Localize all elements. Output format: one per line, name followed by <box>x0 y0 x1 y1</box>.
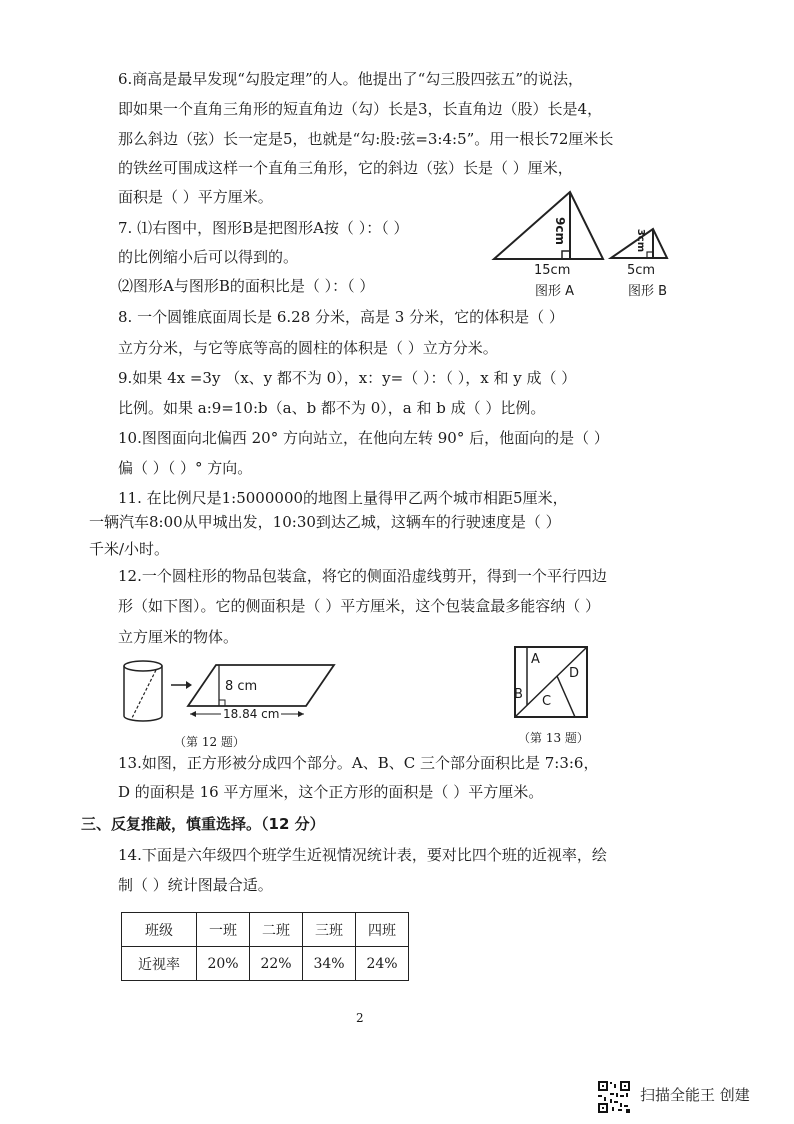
q6-line2: 即如果一个直角三角形的短直角边（勾）长是3，长直角边（股）长是4， <box>118 100 603 118</box>
q11-line2: 一辆汽车8:00从甲城出发，10:30到达乙城，这辆车的行驶速度是（ ） <box>89 513 561 531</box>
table-cell: 二班 <box>250 913 303 947</box>
section3-heading: 三、反复推敲，慎重选择。（12 分） <box>81 815 325 833</box>
q11-line3: 千米/小时。 <box>89 540 170 558</box>
q14-line1: 14.下面是六年级四个班学生近视情况统计表，要对比四个班的近视率，绘 <box>118 846 607 864</box>
q13-label-a: A <box>531 652 540 667</box>
table-cell: 24% <box>356 947 409 981</box>
q12-line3: 立方厘米的物体。 <box>118 628 239 646</box>
q9-line1: 9.如果 4x =3y （x、y 都不为 0），x：y=（ ）：（ ），x 和 y 成（ ） <box>118 369 577 387</box>
q12-cylinder <box>120 658 166 724</box>
q13-label-c: C <box>542 694 552 709</box>
table-row <box>122 947 409 981</box>
q11-line1: 11. 在比例尺是1:5000000的地图上量得甲乙两个城市相距5厘米， <box>118 489 568 507</box>
q12-line2: 形（如下图）。它的侧面积是（ ）平方厘米，这个包装盒最多能容纳（ ） <box>118 597 601 615</box>
figure-b-base-label: 5cm <box>627 263 656 278</box>
scanner-watermark: 扫描全能王 创建 <box>640 1086 750 1104</box>
q7-line1: 7. ⑴右图中，图形B是把图形A按（ ）：（ ） <box>118 219 409 237</box>
q13-label-d: D <box>569 666 580 681</box>
table-cell: 20% <box>197 947 250 981</box>
q12-base-label: 18.84 cm <box>223 707 280 721</box>
table-cell: 近视率 <box>122 947 197 981</box>
q14-line2: 制（ ）统计图最合适。 <box>118 876 273 894</box>
table-cell: 四班 <box>356 913 409 947</box>
qr-code-icon <box>597 1080 631 1114</box>
figure-a-triangle <box>490 188 610 263</box>
table-cell: 一班 <box>197 913 250 947</box>
q10-line1: 10.图图面向北偏西 20° 方向站立，在他向左转 90° 后，他面向的是（ ） <box>118 429 609 447</box>
table-cell: 三班 <box>303 913 356 947</box>
q10-line2: 偏（ ）（ ）° 方向。 <box>118 459 253 477</box>
q6-line4: 的铁丝可围成这样一个直角三角形，它的斜边（弦）长是（ ）厘米， <box>118 159 573 177</box>
figure-b-height-label: 3cm <box>635 228 647 253</box>
figure-a-height-label: 9cm <box>552 217 567 245</box>
q9-line2: 比例。如果 a:9=10:b（a、b 都不为 0），a 和 b 成（ ）比例。 <box>118 399 546 417</box>
q13-line1: 13.如图，正方形被分成四个部分。A、B、C 三个部分面积比是 7:3:6， <box>118 754 599 772</box>
figure-b-name: 图形 B <box>628 284 668 299</box>
q7-line3: ⑵图形A与图形B的面积比是（ ）：（ ） <box>118 277 375 295</box>
q12-line1: 12.一个圆柱形的物品包装盒，将它的侧面沿虚线剪开，得到一个平行四边 <box>118 567 607 585</box>
myopia-rate-table <box>121 912 409 981</box>
figure-a-name: 图形 A <box>535 284 575 299</box>
q6-line5: 面积是（ ）平方厘米。 <box>118 188 273 206</box>
q7-line2: 的比例缩小后可以得到的。 <box>118 248 299 266</box>
q13-caption: （第 13 题） <box>518 731 589 745</box>
q12-caption: （第 12 题） <box>174 735 245 749</box>
q13-square <box>513 645 591 721</box>
q8-line2: 立方分米，与它等底等高的圆柱的体积是（ ）立方分米。 <box>118 339 498 357</box>
page-number: 2 <box>356 1011 364 1025</box>
table-cell: 34% <box>303 947 356 981</box>
table-header-row <box>122 913 409 947</box>
q8-line1: 8. 一个圆锥底面周长是 6.28 分米，高是 3 分米，它的体积是（ ） <box>118 308 564 326</box>
q12-height-label: 8 cm <box>225 679 258 694</box>
q6-line3: 那么斜边（弦）长一定是5，也就是“勾:股:弦=3:4:5”。用一根长72厘米长 <box>118 130 614 148</box>
table-cell: 班级 <box>122 913 197 947</box>
q6-line1: 6.商高是最早发现“勾股定理”的人。他提出了“勾三股四弦五”的说法， <box>118 70 583 88</box>
q13-label-b: B <box>514 687 523 702</box>
table-cell: 22% <box>250 947 303 981</box>
figure-a-base-label: 15cm <box>534 263 571 278</box>
q13-line2: D 的面积是 16 平方厘米，这个正方形的面积是（ ）平方厘米。 <box>118 783 544 801</box>
